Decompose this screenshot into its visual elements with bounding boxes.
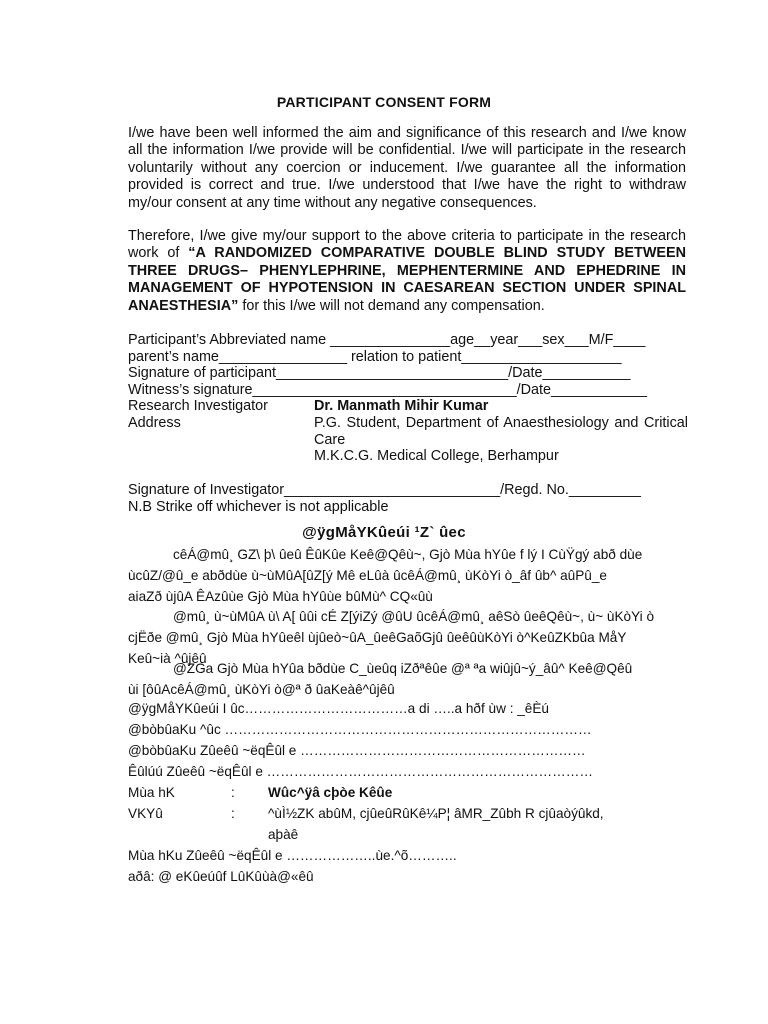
odia-text-line: ùcûZ/@û_e abðdùe ù~ùMûA[ûZ[ý Mê eLûà ûcêÁ@mû¸ ùKòYi ò_âf ûb^ aûPû_e <box>128 568 607 583</box>
consent-paragraph-1: I/we have been well informed the aim and significance of this research and I/we know all the information I/we provide will be confidential. I/we will participate in the research voluntarily without any coercion or inducement. I/we guarantee all the information provided is correct and true. I/we understood that I/we have the right to withdraw my/our consent at any time without any negative consequences. <box>128 125 686 211</box>
odia-paragraph-3 <box>128 658 688 700</box>
witness-signature-field[interactable]: Witness’s signature_________________________________/Date____________ <box>128 381 648 398</box>
study-title: “A RANDOMIZED COMPARATIVE DOUBLE BLIND STUDY BETWEEN THREE DRUGS– PHENYLEPHRINE, MEPHENTERMINE AND EPHEDRINE IN MANAGEMENT OF HYPOTENSION IN CAESAREAN SECTION UNDER SPINAL ANAESTHESIA” <box>128 245 686 314</box>
odia-colon: : <box>231 806 235 821</box>
participant-fields <box>128 332 688 465</box>
odia-address-row-2 <box>128 824 688 845</box>
odia-researcher-signature-field[interactable]: Mùa hKu Zûeêû ~ëqÊûl e ………………..ùe.^õ……….. <box>128 848 457 863</box>
odia-witness-signature-field[interactable]: Êûlúú Zûeêû ~ëqÊûl e ……………………………………………………………… <box>128 764 593 779</box>
parent-name-field[interactable]: parent’s name________________ relation to patient____________________ <box>128 348 622 365</box>
odia-fields <box>128 698 688 887</box>
research-investigator-label: Research Investigator <box>128 398 268 415</box>
odia-text-line: ùi [ôûAcêÁ@mû¸ ùKòYi ò@ª ð ûaKeàê^ûjêû <box>128 682 395 697</box>
address-line-2: M.K.C.G. Medical College, Berhampur <box>314 448 559 465</box>
odia-researcher-row <box>128 782 688 803</box>
odia-address-value-1: ^ùÌ½ZK abûM, cjûeûRûKê¼P¦ âMR_Zûbh R cjûaòýûkd, <box>268 806 604 821</box>
participant-name-field[interactable]: Participant’s Abbreviated name _______________age__year___sex___M/F____ <box>128 332 646 348</box>
investigator-signature-field[interactable]: Signature of Investigator___________________________/Regd. No._________ <box>128 482 641 498</box>
odia-text-line: cêÁ@mû¸ GZ\ þ\ ûeû ÊûKûe Keê@Qêù~, Gjò Mùa hYûe f lý I CùŸgý abð dùe <box>173 547 643 562</box>
odia-guardian-signature-field[interactable]: @bòbûaKu Zûeêû ~ëqÊûl e ……………………………………………………… <box>128 743 586 758</box>
page-title: PARTICIPANT CONSENT FORM <box>276 94 492 110</box>
odia-paragraph-1 <box>128 544 688 607</box>
address-row <box>128 415 688 465</box>
strike-off-note: N.B Strike off whichever is not applicable <box>128 498 389 515</box>
odia-researcher-label: Mùa hK <box>128 785 175 800</box>
odia-researcher-name: Wûc^ÿâ cþòe Kêûe <box>268 785 393 800</box>
odia-guardian-field[interactable]: @bòbûaKu ^ûc ……………………………………………………………………… <box>128 722 592 737</box>
research-investigator-row <box>128 398 688 415</box>
address-label: Address <box>128 414 181 431</box>
address-line-1: P.G. Student, Department of Anaesthesiology and Critical Care <box>314 414 688 448</box>
odia-address-label: VKYû <box>128 806 163 821</box>
odia-text-line: cjËðe @mû¸ Gjò Mùa hYûeêl ùjûeò~ûA_ûeêGaõGjû ûeêûùKòYi ò^KeûZKbûa MåY <box>128 630 627 645</box>
odia-text-line: @ZGa Gjò Mùa hYûa bðdùe C_ùeûq iZðªêûe @ª ªa wiûjû~ý_âû^ Keê@Qêû <box>173 661 633 676</box>
investigator-signature-block <box>128 482 688 515</box>
odia-text-line: Keû~ià ^ûjêû <box>128 651 207 666</box>
odia-text-line: aiaZð ùjûA ÊAzûùe Gjò Mùa hYûùe bûMù^ CQ«ûù <box>128 589 433 604</box>
odia-participant-field[interactable]: @ÿgMåYKûeúi I ûc………………………………a di …..a hðf ùw : _êÈú <box>128 701 549 716</box>
odia-strike-note: aðâ: @ eKûeúûf LûKûùà@«êû <box>128 869 314 884</box>
odia-colon: : <box>231 785 235 800</box>
consent-paragraph-2-intro: Therefore, I/we give my/our support to the above criteria to participate in the research work of <box>128 228 686 262</box>
odia-text-line: @mû¸ ù~ùMûA ù\ A[ ûûi cÉ Z[ýiZý @ûU ûcêÁ@mû¸ aêSò ûeêQêù~, ù~ ùKòYi ò <box>173 609 655 624</box>
odia-form-title: @ÿgMåYKûeúi ¹Z` ûec <box>302 524 466 541</box>
participant-signature-field[interactable]: Signature of participant_____________________________/Date___________ <box>128 365 631 382</box>
research-investigator-name: Dr. Manmath Mihir Kumar <box>314 398 489 415</box>
odia-address-row <box>128 803 688 824</box>
consent-paragraph-2-outro: for this I/we will not demand any compensation. <box>238 297 545 314</box>
odia-address-value-2: aþàê <box>268 827 299 842</box>
consent-paragraph-2 <box>128 228 686 315</box>
